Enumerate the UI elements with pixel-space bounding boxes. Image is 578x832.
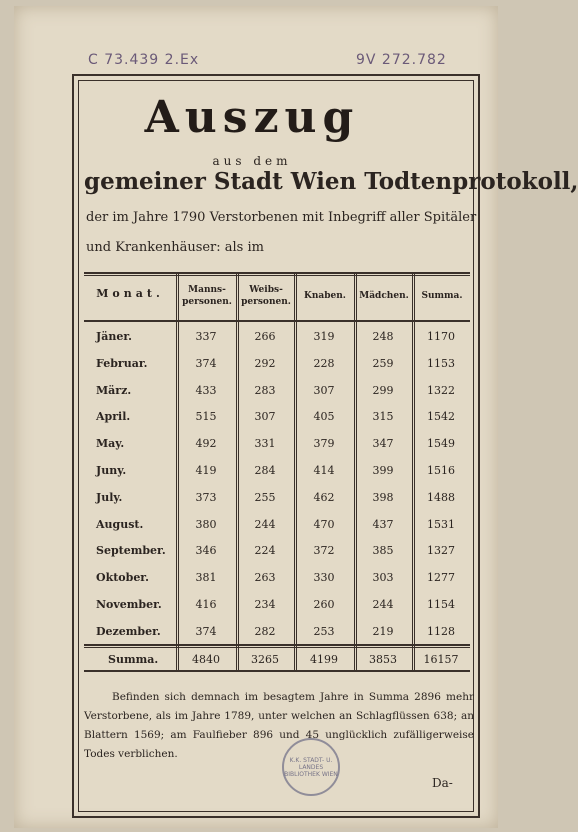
table-cell: 260 bbox=[313, 598, 335, 611]
table-cell: 380 bbox=[195, 517, 217, 531]
total-cell: 4199 bbox=[310, 653, 338, 666]
total-cell: 16157 bbox=[423, 653, 459, 666]
table-cell: 266 bbox=[254, 330, 276, 343]
table-cell: 234 bbox=[254, 598, 276, 611]
total-cell: 3853 bbox=[369, 653, 397, 666]
table-cell: 1277 bbox=[427, 571, 455, 585]
table-cell: 253 bbox=[313, 624, 335, 638]
subtitle-line-2: und Krankenhäuser: als im bbox=[86, 240, 264, 255]
total-row-label: Summa. bbox=[108, 653, 159, 666]
table-cell: 379 bbox=[313, 437, 335, 451]
shelfmark-right: 9V 272.782 bbox=[356, 52, 447, 68]
shelfmark-left: C 73.439 2.Ex bbox=[88, 52, 200, 68]
mortality-table bbox=[84, 272, 470, 672]
table-row-month: July. bbox=[96, 490, 123, 504]
table-cell: 405 bbox=[313, 410, 335, 424]
catchword: Da- bbox=[432, 776, 453, 790]
table-cell: 331 bbox=[254, 437, 276, 451]
table-cell: 248 bbox=[372, 330, 394, 343]
table-cell: 228 bbox=[313, 356, 335, 370]
table-row-month: Dezember. bbox=[96, 624, 161, 638]
table-cell: 219 bbox=[372, 624, 394, 638]
table-cell: 283 bbox=[254, 383, 276, 397]
table-cell: 1531 bbox=[427, 517, 455, 531]
table-cell: 515 bbox=[195, 410, 217, 424]
table-row-month: November. bbox=[96, 598, 162, 611]
table-cell: 462 bbox=[313, 490, 335, 504]
table-cell: 292 bbox=[254, 356, 276, 370]
summary-text: Befinden sich demnach im besagtem Jahre in Summa 2896 mehr Verstorbene, als im Jahre 1789, unter welchen an Schlagflüssen 638; an Blattern 1569; am Faulfieber 896 und 45 unglücklich zufälligerweise Todes verblichen. bbox=[84, 691, 474, 760]
table-cell: 492 bbox=[195, 437, 217, 451]
table-row-month: Februar. bbox=[96, 356, 148, 370]
header-mannspersonen: Manns-personen. bbox=[182, 285, 232, 307]
table-cell: 372 bbox=[313, 544, 335, 558]
table-cell: 1327 bbox=[427, 544, 455, 558]
table-cell: 385 bbox=[372, 544, 394, 558]
total-cell: 3265 bbox=[251, 653, 279, 666]
library-stamp bbox=[282, 738, 340, 796]
header-monat: Monat. bbox=[96, 287, 164, 300]
header-summa: Summa. bbox=[421, 291, 463, 301]
table-cell: 244 bbox=[254, 517, 276, 531]
table-cell: 1542 bbox=[427, 410, 455, 424]
table-cell: 307 bbox=[313, 383, 335, 397]
stamp-text: K.K. STADT- U. LANDES BIBLIOTHEK WIEN bbox=[284, 756, 338, 778]
table-cell: 282 bbox=[254, 624, 276, 638]
table-cell: 433 bbox=[195, 383, 217, 397]
table-row-month: Jäner. bbox=[96, 330, 132, 343]
table-cell: 346 bbox=[195, 544, 217, 558]
table-row-month: September. bbox=[96, 544, 166, 558]
table-row-month: Juny. bbox=[96, 464, 127, 477]
table-cell: 414 bbox=[313, 464, 335, 477]
header-weibspersonen: Weibs-personen. bbox=[241, 285, 291, 307]
table-cell: 319 bbox=[313, 330, 335, 343]
table-row-month: März. bbox=[96, 383, 132, 397]
subtitle-line-1: der im Jahre 1790 Verstorbenen mit Inbegriff aller Spitäler bbox=[86, 210, 477, 225]
table-cell: 224 bbox=[254, 544, 276, 558]
table-cell: 1154 bbox=[427, 598, 455, 611]
table-cell: 381 bbox=[195, 571, 217, 585]
table-cell: 347 bbox=[372, 437, 394, 451]
total-cell: 4840 bbox=[192, 653, 220, 666]
table-row-month: April. bbox=[96, 410, 131, 424]
table-cell: 303 bbox=[372, 571, 394, 585]
table-cell: 315 bbox=[372, 410, 394, 424]
table-cell: 416 bbox=[195, 598, 217, 611]
summary-paragraph bbox=[84, 688, 474, 764]
table-cell: 255 bbox=[254, 490, 276, 504]
table-cell: 1549 bbox=[427, 437, 455, 451]
table-cell: 263 bbox=[254, 571, 276, 585]
table-cell: 299 bbox=[372, 383, 394, 397]
table-cell: 337 bbox=[195, 330, 217, 343]
table-cell: 244 bbox=[372, 598, 394, 611]
table-row-month: Oktober. bbox=[96, 571, 149, 585]
header-maedchen: Mädchen. bbox=[359, 291, 409, 301]
table-cell: 284 bbox=[254, 464, 276, 477]
table-cell: 373 bbox=[195, 490, 217, 504]
table-cell: 399 bbox=[372, 464, 394, 477]
table-cell: 307 bbox=[254, 410, 276, 424]
table-cell: 1128 bbox=[427, 624, 455, 638]
table-cell: 1516 bbox=[427, 464, 455, 477]
table-cell: 1322 bbox=[427, 383, 455, 397]
heading-aus-dem: aus dem bbox=[212, 154, 292, 168]
table-cell: 330 bbox=[313, 571, 335, 585]
table-cell: 259 bbox=[372, 356, 394, 370]
table-cell: 1488 bbox=[427, 490, 455, 504]
table-cell: 470 bbox=[313, 517, 335, 531]
table-cell: 374 bbox=[195, 356, 217, 370]
table-cell: 374 bbox=[195, 624, 217, 638]
table-cell: 437 bbox=[372, 517, 394, 531]
heading-auszug: Auszug bbox=[144, 92, 360, 143]
table-row-month: May. bbox=[96, 437, 125, 451]
table-cell: 1170 bbox=[427, 330, 455, 343]
table-cell: 398 bbox=[372, 490, 394, 504]
table-row-month: August. bbox=[96, 517, 144, 531]
page-title: gemeiner Stadt Wien Todtenprotokoll, bbox=[84, 168, 578, 195]
table-cell: 1153 bbox=[427, 356, 455, 370]
table-cell: 419 bbox=[195, 464, 217, 477]
header-knaben: Knaben. bbox=[304, 291, 346, 301]
